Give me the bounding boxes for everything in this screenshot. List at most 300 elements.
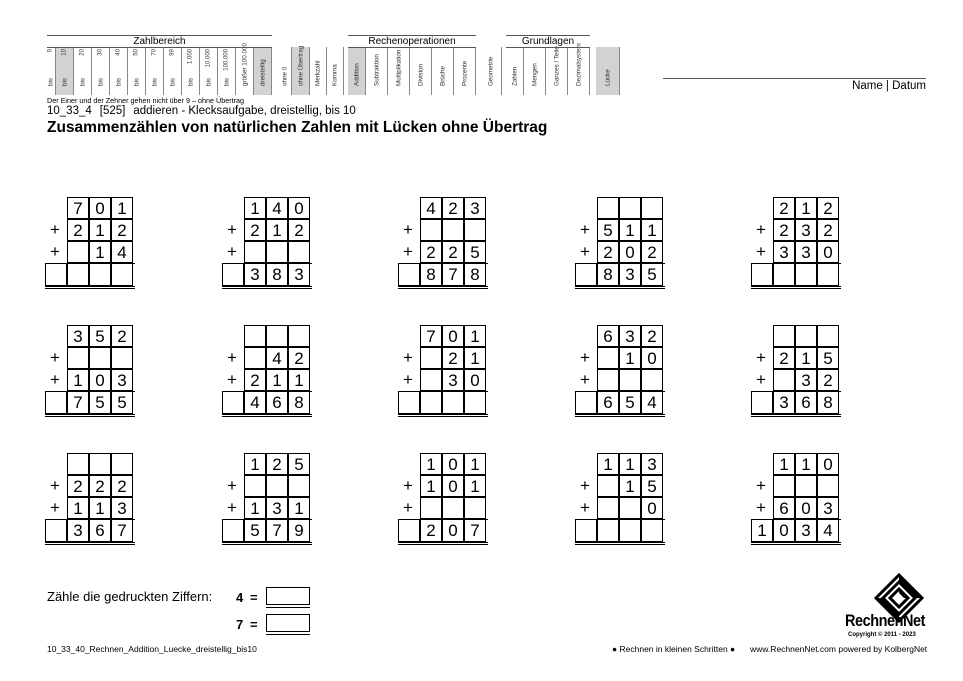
digit-cell: 2 xyxy=(597,241,619,263)
category-column xyxy=(568,43,590,95)
category-label: Ganzes / Teile xyxy=(553,46,560,86)
digit-cell: 1 xyxy=(89,497,111,519)
digit-cell: 3 xyxy=(795,219,817,241)
sum-cell[interactable] xyxy=(442,392,464,414)
digit-cell[interactable] xyxy=(464,219,486,241)
digit-cell[interactable] xyxy=(420,219,442,241)
sum-cell[interactable] xyxy=(398,392,420,414)
category-group-title: Zahlbereich xyxy=(47,35,272,48)
category-range: 70 xyxy=(151,49,157,56)
digit-cell: 3 xyxy=(111,497,133,519)
digit-cell[interactable] xyxy=(266,241,288,263)
category-column xyxy=(164,47,182,95)
digit-cell[interactable] xyxy=(619,197,641,219)
category-column xyxy=(596,47,620,95)
digit-cell: 1 xyxy=(420,453,442,475)
sum-cell: 6 xyxy=(266,392,288,414)
addition-problem xyxy=(398,453,490,545)
count-digit: 4 xyxy=(236,590,244,605)
plus-sign: + xyxy=(580,370,590,389)
digit-cell: 0 xyxy=(817,241,839,263)
sum-cell: 5 xyxy=(89,392,111,414)
sum-line xyxy=(398,519,488,520)
digit-cell: 2 xyxy=(817,219,839,241)
category-column xyxy=(348,47,366,95)
category-label: ohne 0 xyxy=(281,66,288,86)
sum-cell: 3 xyxy=(288,264,310,286)
digit-cell[interactable] xyxy=(619,369,641,391)
digit-cell: 3 xyxy=(442,369,464,391)
double-underline xyxy=(45,414,135,417)
digit-cell: 0 xyxy=(288,197,310,219)
sum-cell[interactable] xyxy=(575,264,597,286)
sum-cell: 2 xyxy=(420,520,442,542)
sum-cell[interactable] xyxy=(575,392,597,414)
digit-cell: 0 xyxy=(442,453,464,475)
addition-problem xyxy=(751,453,843,545)
digit-cell[interactable] xyxy=(619,497,641,519)
sum-cell[interactable] xyxy=(45,520,67,542)
digit-cell[interactable] xyxy=(817,475,839,497)
digit-cell: 2 xyxy=(773,219,795,241)
sum-cell[interactable] xyxy=(641,520,663,542)
category-label: Subtraktion xyxy=(373,54,380,86)
plus-sign: + xyxy=(756,242,766,261)
category-label: bis xyxy=(187,77,194,86)
category-label: bis xyxy=(223,77,230,86)
category-range: 100.000 xyxy=(223,49,229,71)
sum-cell[interactable] xyxy=(619,520,641,542)
digit-cell: 5 xyxy=(597,219,619,241)
sum-cell: 6 xyxy=(597,392,619,414)
digit-cell: 1 xyxy=(67,497,89,519)
digit-cell: 3 xyxy=(67,325,89,347)
digit-cell[interactable] xyxy=(597,497,619,519)
double-underline xyxy=(398,542,488,545)
sum-line xyxy=(45,263,135,264)
category-label: Prozente xyxy=(461,60,468,86)
double-underline xyxy=(575,414,665,417)
category-label: größer 100.000 xyxy=(241,42,248,86)
sum-cell[interactable] xyxy=(751,264,773,286)
sum-cell[interactable] xyxy=(420,392,442,414)
worksheet-subtitle: addieren - Klecksaufgabe, dreistellig, bis 10 xyxy=(133,105,356,117)
digit-cell: 1 xyxy=(464,453,486,475)
worksheet-code-line xyxy=(47,105,364,117)
digit-cell[interactable] xyxy=(795,475,817,497)
category-column xyxy=(410,47,432,95)
sum-cell[interactable] xyxy=(773,264,795,286)
sum-cell[interactable] xyxy=(398,264,420,286)
digit-cell[interactable] xyxy=(641,197,663,219)
sum-cell[interactable] xyxy=(597,520,619,542)
digit-cell: 1 xyxy=(641,219,663,241)
double-underline xyxy=(45,542,135,545)
count-answer-box[interactable] xyxy=(266,587,310,605)
category-range: 9 xyxy=(47,49,54,53)
digit-cell: 1 xyxy=(89,241,111,263)
digit-cell: 1 xyxy=(795,453,817,475)
sum-cell[interactable] xyxy=(222,520,244,542)
category-label: bis xyxy=(133,77,140,86)
sum-cell: 3 xyxy=(67,520,89,542)
sum-cell[interactable] xyxy=(45,392,67,414)
addition-problem xyxy=(575,197,667,289)
digit-cell: 2 xyxy=(67,219,89,241)
digit-cell: 4 xyxy=(111,241,133,263)
category-label: bis xyxy=(169,77,176,86)
sum-cell[interactable] xyxy=(222,392,244,414)
sum-cell: 4 xyxy=(817,520,839,542)
category-label: Mengen xyxy=(531,63,538,86)
digit-cell[interactable] xyxy=(442,497,464,519)
category-label: Merkzahl xyxy=(314,60,322,86)
digit-cell[interactable] xyxy=(773,325,795,347)
digit-cell: 2 xyxy=(288,347,310,369)
category-column xyxy=(432,47,454,95)
category-column xyxy=(454,47,476,95)
category-column xyxy=(128,47,146,95)
plus-sign: + xyxy=(227,348,237,367)
plus-sign: + xyxy=(580,498,590,517)
count-equals: = xyxy=(250,617,258,632)
sum-cell[interactable] xyxy=(464,392,486,414)
double-underline xyxy=(575,286,665,289)
digit-cell[interactable] xyxy=(244,325,266,347)
page-title: Zusammenzählen von natürlichen Zahlen mit Lücken ohne Übertrag xyxy=(47,119,548,136)
sum-cell: 8 xyxy=(817,392,839,414)
count-answer-box[interactable] xyxy=(266,614,310,632)
worksheet-code: 10_33_4 xyxy=(47,105,92,117)
digit-cell: 4 xyxy=(420,197,442,219)
digit-cell[interactable] xyxy=(420,497,442,519)
digit-cell: 2 xyxy=(244,219,266,241)
addition-problem xyxy=(575,325,667,417)
digit-cell: 0 xyxy=(795,497,817,519)
category-group xyxy=(348,35,476,95)
digit-cell[interactable] xyxy=(288,241,310,263)
category-column xyxy=(292,47,310,95)
category-range: 99 xyxy=(169,49,175,56)
double-underline xyxy=(222,542,312,545)
digit-cell[interactable] xyxy=(597,475,619,497)
sum-cell: 8 xyxy=(464,264,486,286)
sum-cell[interactable] xyxy=(795,264,817,286)
digit-cell[interactable] xyxy=(244,347,266,369)
category-label: bis xyxy=(151,77,158,86)
digit-cell: 2 xyxy=(266,453,288,475)
plus-sign: + xyxy=(50,220,60,239)
digit-cell[interactable] xyxy=(464,497,486,519)
digit-cell[interactable] xyxy=(597,347,619,369)
sum-cell[interactable] xyxy=(398,520,420,542)
count-digit: 7 xyxy=(236,617,244,632)
category-group xyxy=(506,35,590,95)
sum-cell[interactable] xyxy=(751,392,773,414)
category-column xyxy=(47,47,56,95)
digit-cell: 1 xyxy=(464,347,486,369)
plus-sign: + xyxy=(403,498,413,517)
category-column xyxy=(218,47,236,95)
digit-cell: 1 xyxy=(266,219,288,241)
category-label: bis xyxy=(47,77,55,86)
plus-sign: + xyxy=(227,498,237,517)
addition-problem xyxy=(751,197,843,289)
digit-cell: 2 xyxy=(244,369,266,391)
plus-sign: + xyxy=(403,220,413,239)
digit-cell[interactable] xyxy=(641,369,663,391)
digit-cell: 1 xyxy=(266,369,288,391)
digit-cell: 2 xyxy=(111,475,133,497)
category-column xyxy=(236,42,254,95)
double-underline xyxy=(751,414,841,417)
category-label: Komma xyxy=(331,64,339,86)
plus-sign: + xyxy=(580,476,590,495)
digit-cell: 1 xyxy=(288,369,310,391)
digit-cell[interactable] xyxy=(244,475,266,497)
digit-cell: 7 xyxy=(420,325,442,347)
sum-cell[interactable] xyxy=(575,520,597,542)
digit-cell: 0 xyxy=(641,347,663,369)
digit-cell: 2 xyxy=(111,325,133,347)
addition-problem xyxy=(222,325,314,417)
digit-cell: 2 xyxy=(773,347,795,369)
plus-sign: + xyxy=(756,348,766,367)
digit-cell: 7 xyxy=(67,197,89,219)
addition-problem xyxy=(575,453,667,545)
digit-cell: 1 xyxy=(795,347,817,369)
footer-motto: ● Rechnen in kleinen Schritten ● xyxy=(612,644,736,654)
plus-sign: + xyxy=(50,476,60,495)
digit-cell: 2 xyxy=(420,241,442,263)
plus-sign: + xyxy=(50,370,60,389)
digit-cell[interactable] xyxy=(597,197,619,219)
sum-cell: 8 xyxy=(266,264,288,286)
digit-cell[interactable] xyxy=(67,241,89,263)
digit-cell: 2 xyxy=(442,197,464,219)
plus-sign: + xyxy=(227,242,237,261)
digit-cell: 3 xyxy=(619,325,641,347)
digit-cell[interactable] xyxy=(442,219,464,241)
sum-cell: 1 xyxy=(751,520,773,542)
digit-cell: 6 xyxy=(773,497,795,519)
digit-cell: 0 xyxy=(89,369,111,391)
digit-cell: 0 xyxy=(442,475,464,497)
digit-cell[interactable] xyxy=(288,325,310,347)
plus-sign: + xyxy=(227,220,237,239)
addition-problem xyxy=(398,325,490,417)
category-range: 10.000 xyxy=(205,49,211,68)
sum-cell: 5 xyxy=(619,392,641,414)
digit-cell[interactable] xyxy=(67,453,89,475)
digit-cell[interactable] xyxy=(773,475,795,497)
sum-line xyxy=(222,519,312,520)
category-range: 20 xyxy=(79,49,85,56)
sum-cell: 7 xyxy=(67,392,89,414)
category-group xyxy=(47,35,272,95)
double-underline xyxy=(398,414,488,417)
sum-line xyxy=(751,391,841,392)
sum-line xyxy=(398,263,488,264)
sum-cell[interactable] xyxy=(817,264,839,286)
plus-sign: + xyxy=(580,242,590,261)
digit-cell: 1 xyxy=(619,453,641,475)
logo-text: RechnenNet xyxy=(845,611,926,630)
category-column xyxy=(56,47,74,95)
addition-problem xyxy=(45,197,137,289)
sum-cell: 3 xyxy=(244,264,266,286)
category-label: bis xyxy=(115,77,122,86)
sum-cell: 7 xyxy=(266,520,288,542)
count-label: Zähle die gedruckten Ziffern: xyxy=(47,589,213,604)
digit-cell[interactable] xyxy=(266,475,288,497)
category-label: bis xyxy=(61,77,68,86)
footer-site: www.RechnenNet.com powered by KolbergNet xyxy=(750,644,928,654)
sum-cell: 3 xyxy=(773,392,795,414)
digit-cell[interactable] xyxy=(773,369,795,391)
digit-cell: 2 xyxy=(89,475,111,497)
digit-cell: 0 xyxy=(817,453,839,475)
category-range: 40 xyxy=(115,49,121,56)
sum-cell[interactable] xyxy=(45,264,67,286)
category-label: Multiplikation xyxy=(395,49,402,86)
digit-cell: 1 xyxy=(288,497,310,519)
double-underline xyxy=(222,414,312,417)
digit-cell[interactable] xyxy=(817,325,839,347)
addition-problem xyxy=(45,325,137,417)
addition-problem xyxy=(751,325,843,417)
category-label: Lücke xyxy=(604,69,611,86)
plus-sign: + xyxy=(580,348,590,367)
digit-cell: 2 xyxy=(442,241,464,263)
digit-cell[interactable] xyxy=(288,475,310,497)
sum-line xyxy=(751,519,841,520)
category-range: 30 xyxy=(97,49,103,56)
name-date-label: Name | Datum xyxy=(852,80,926,92)
category-column xyxy=(110,47,128,95)
digit-cell[interactable] xyxy=(420,347,442,369)
digit-cell: 1 xyxy=(244,453,266,475)
digit-cell: 2 xyxy=(817,369,839,391)
category-label: Division xyxy=(417,63,424,86)
instruction-note: Der Einer und der Zehner gehen nicht über 9 – ohne Übertrag xyxy=(47,96,244,105)
digit-cell: 6 xyxy=(597,325,619,347)
digit-cell: 1 xyxy=(619,219,641,241)
digit-cell[interactable] xyxy=(89,347,111,369)
category-range: 50 xyxy=(133,49,139,56)
category-column xyxy=(182,47,200,95)
digit-cell[interactable] xyxy=(67,347,89,369)
sum-cell[interactable] xyxy=(111,264,133,286)
sum-cell: 7 xyxy=(111,520,133,542)
sum-cell: 9 xyxy=(288,520,310,542)
sum-cell[interactable] xyxy=(89,264,111,286)
plus-sign: + xyxy=(403,242,413,261)
category-column xyxy=(366,47,388,95)
digit-cell: 2 xyxy=(773,197,795,219)
plus-sign: + xyxy=(227,476,237,495)
digit-cell: 2 xyxy=(67,475,89,497)
digit-cell[interactable] xyxy=(111,453,133,475)
sum-cell[interactable] xyxy=(222,264,244,286)
double-underline xyxy=(45,286,135,289)
digit-cell: 4 xyxy=(266,347,288,369)
sum-line xyxy=(45,391,135,392)
double-underline xyxy=(575,542,665,545)
category-label: ohne Übertrag xyxy=(297,45,304,86)
sum-line xyxy=(575,391,665,392)
digit-cell[interactable] xyxy=(597,369,619,391)
digit-cell: 1 xyxy=(597,453,619,475)
addition-problem xyxy=(222,197,314,289)
digit-cell: 0 xyxy=(442,325,464,347)
addition-problem xyxy=(398,197,490,289)
category-range: 1.000 xyxy=(187,49,193,65)
plus-sign: + xyxy=(756,498,766,517)
digit-cell: 1 xyxy=(67,369,89,391)
digit-cell: 1 xyxy=(89,219,111,241)
category-column xyxy=(92,47,110,95)
name-date-line xyxy=(663,78,926,79)
category-column xyxy=(74,47,92,95)
sum-cell: 7 xyxy=(442,264,464,286)
copyright: Copyright © 2011 - 2023 xyxy=(848,632,916,638)
category-label: bis xyxy=(97,77,104,86)
plus-sign: + xyxy=(403,370,413,389)
digit-cell: 1 xyxy=(244,497,266,519)
category-column xyxy=(327,47,344,95)
category-group-title: Rechenoperationen xyxy=(348,35,476,48)
digit-cell: 5 xyxy=(288,453,310,475)
category-group xyxy=(596,35,620,95)
addition-problem xyxy=(222,453,314,545)
digit-cell[interactable] xyxy=(795,325,817,347)
digit-cell: 1 xyxy=(111,197,133,219)
digit-cell: 4 xyxy=(266,197,288,219)
digit-cell: 3 xyxy=(641,453,663,475)
sum-line xyxy=(751,263,841,264)
digit-cell: 3 xyxy=(111,369,133,391)
digit-cell[interactable] xyxy=(266,325,288,347)
digit-cell: 1 xyxy=(244,197,266,219)
sum-cell: 6 xyxy=(795,392,817,414)
digit-cell: 3 xyxy=(817,497,839,519)
digit-cell[interactable] xyxy=(111,347,133,369)
plus-sign: + xyxy=(50,242,60,261)
digit-cell[interactable] xyxy=(420,369,442,391)
digit-cell[interactable] xyxy=(244,241,266,263)
sum-line xyxy=(398,391,488,392)
digit-cell: 0 xyxy=(89,197,111,219)
digit-cell: 1 xyxy=(464,475,486,497)
footer-filename: 10_33_40_Rechnen_Addition_Luecke_dreistellig_bis10 xyxy=(47,644,257,654)
category-group xyxy=(278,35,344,95)
digit-cell[interactable] xyxy=(89,453,111,475)
plus-sign: + xyxy=(227,370,237,389)
digit-cell: 3 xyxy=(773,241,795,263)
category-column xyxy=(506,47,524,95)
plus-sign: + xyxy=(50,498,60,517)
sum-cell: 3 xyxy=(795,520,817,542)
digit-cell: 1 xyxy=(464,325,486,347)
sum-cell[interactable] xyxy=(67,264,89,286)
digit-cell: 3 xyxy=(795,369,817,391)
plus-sign: + xyxy=(756,370,766,389)
category-label: Geometrie xyxy=(487,56,494,86)
sum-cell: 0 xyxy=(773,520,795,542)
category-column xyxy=(200,47,218,95)
category-column xyxy=(146,47,164,95)
